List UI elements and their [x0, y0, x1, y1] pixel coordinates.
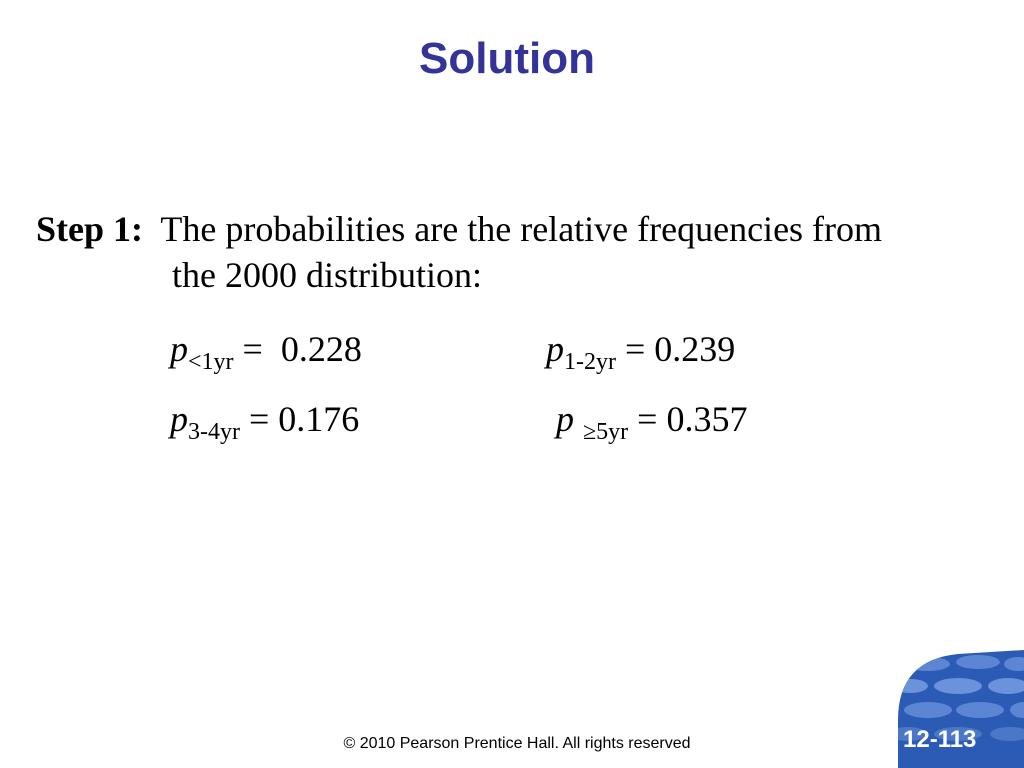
page-number: 12-113 — [903, 726, 977, 753]
step-text-line2: the 2000 distribution: — [172, 255, 482, 295]
prob-subscript: ≥5yr — [583, 419, 629, 445]
prob-symbol: p — [556, 399, 574, 439]
equation-less-1yr — [170, 328, 362, 375]
slide-title: Solution — [419, 34, 595, 83]
prob-subscript: <1yr — [188, 349, 234, 375]
prob-value: = 0.228 — [242, 329, 362, 369]
copyright-footer: © 2010 Pearson Prentice Hall. All rights reserved — [343, 735, 691, 752]
prob-value: = 0.176 — [248, 399, 360, 439]
step-text-line1: The probabilities are the relative frequencies from — [160, 209, 883, 249]
equation-3-4yr — [170, 398, 360, 445]
prob-symbol: p — [170, 329, 188, 369]
prob-value: = 0.357 — [637, 399, 748, 439]
prob-subscript: 3-4yr — [188, 419, 240, 445]
prob-symbol: p — [170, 399, 188, 439]
step-paragraph — [36, 206, 996, 295]
prob-value: = 0.239 — [624, 329, 736, 369]
step-label: Step 1: — [36, 209, 143, 249]
prob-symbol: p — [546, 329, 564, 369]
equation-1-2yr — [546, 328, 736, 375]
prob-subscript: 1-2yr — [564, 349, 616, 375]
equation-5yr-plus — [556, 398, 748, 445]
